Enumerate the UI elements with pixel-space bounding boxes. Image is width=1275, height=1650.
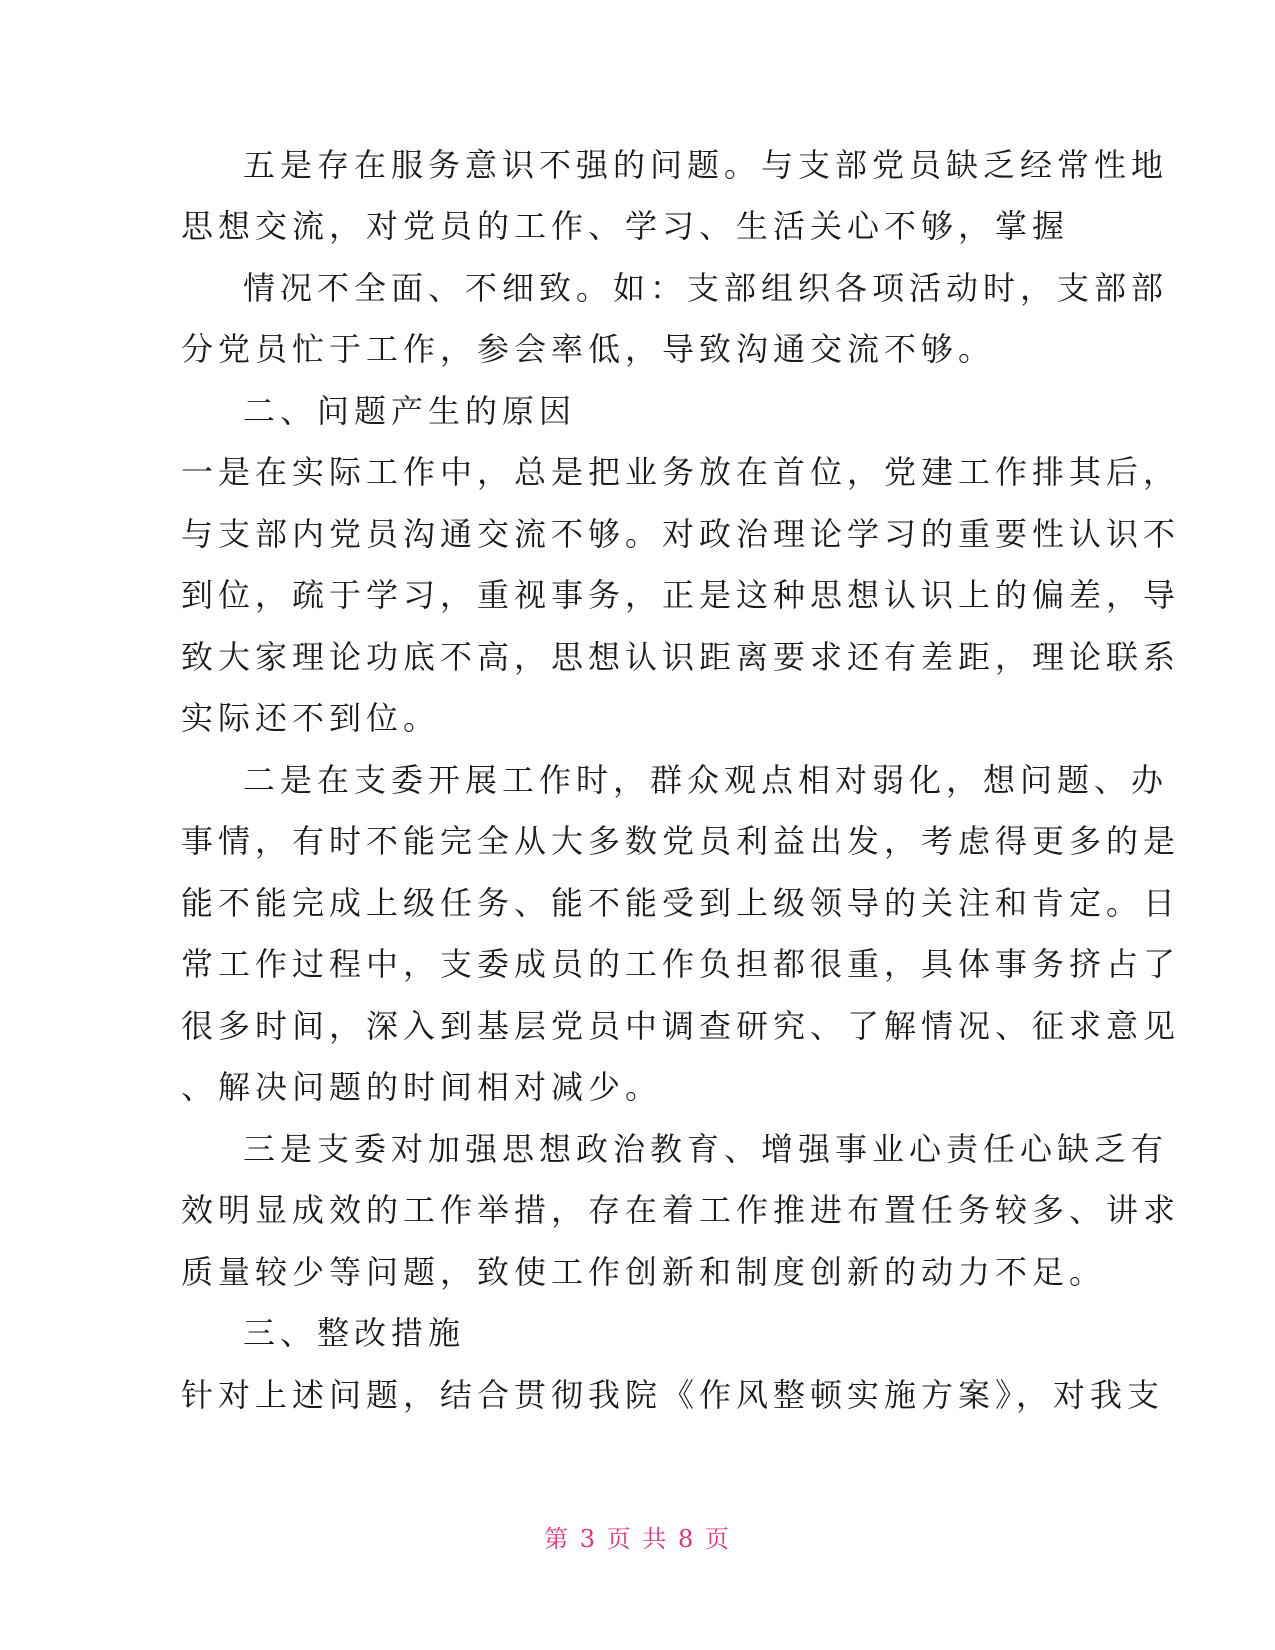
- total-pages-number: 8: [677, 1525, 696, 1553]
- paragraph-line: 常工作过程中，支委成员的工作负担都很重，具体事务挤占了: [181, 945, 1181, 983]
- paragraph-line: 三是支委对加强思想政治教育、增强事业心责任心缺乏有: [243, 1130, 1169, 1168]
- current-page-number: 3: [579, 1525, 598, 1553]
- page-label-mid: 页 共: [606, 1525, 669, 1553]
- paragraph-line: 很多时间，深入到基层党员中调查研究、了解情况、征求意见: [181, 1007, 1181, 1045]
- paragraph-line: 情况不全面、不细致。如：支部组织各项活动时，支部部: [243, 269, 1169, 307]
- paragraph-line: 能不能完成上级任务、能不能受到上级领导的关注和肯定。日: [181, 884, 1181, 922]
- paragraph-line: 二是在支委开展工作时，群众观点相对弱化，想问题、办: [243, 761, 1169, 799]
- page-label-suffix: 页: [704, 1525, 731, 1553]
- paragraph-line: 、解决问题的时间相对减少。: [181, 1068, 663, 1106]
- paragraph-line: 到位，疏于学习，重视事务，正是这种思想认识上的偏差，导: [181, 576, 1181, 614]
- paragraph-line: 实际还不到位。: [181, 699, 441, 737]
- section-heading: 二、问题产生的原因: [243, 392, 577, 430]
- paragraph-line: 五是存在服务意识不强的问题。与支部党员缺乏经常性地: [243, 146, 1169, 184]
- paragraph-line: 一是在实际工作中，总是把业务放在首位，党建工作排其后，: [181, 453, 1181, 491]
- paragraph-line: 针对上述问题，结合贯彻我院《作风整顿实施方案》，对我支: [181, 1376, 1165, 1414]
- paragraph-line: 致大家理论功底不高，思想认识距离要求还有差距，理论联系: [181, 638, 1181, 676]
- section-heading: 三、整改措施: [243, 1314, 466, 1352]
- paragraph-line: 思想交流，对党员的工作、学习、生活关心不够，掌握: [181, 207, 1070, 245]
- paragraph-line: 分党员忙于工作，参会率低，导致沟通交流不够。: [181, 330, 996, 368]
- paragraph-line: 质量较少等问题，致使工作创新和制度创新的动力不足。: [181, 1253, 1107, 1291]
- paragraph-line: 与支部内党员沟通交流不够。对政治理论学习的重要性认识不: [181, 515, 1181, 553]
- paragraph-line: 效明显成效的工作举措，存在着工作推进布置任务较多、讲求: [181, 1191, 1181, 1229]
- paragraph-line: 事情，有时不能完全从大多数党员利益出发，考虑得更多的是: [181, 822, 1181, 860]
- page-footer: [0, 1524, 1275, 1554]
- page-label-prefix: 第: [544, 1525, 571, 1553]
